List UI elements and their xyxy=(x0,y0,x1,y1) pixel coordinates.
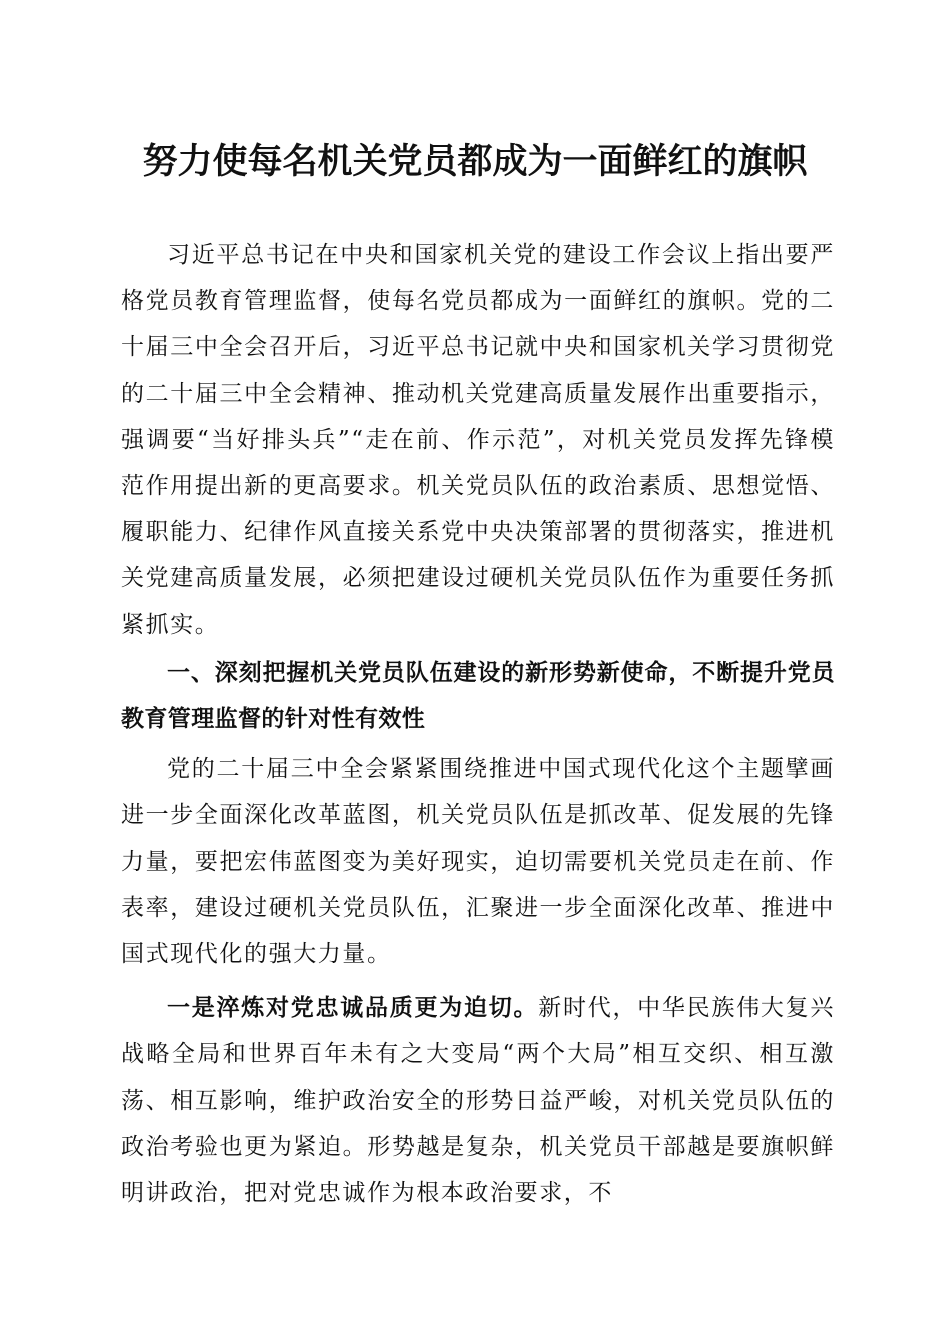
point-lead-text: 一是淬炼对党忠诚品质更为迫切。 xyxy=(167,994,539,1022)
document-title: 努力使每名机关党员都成为一面鲜红的旗帜 xyxy=(142,141,808,182)
section-heading-1: 一、深刻把握机关党员队伍建设的新形势新使命，不断提升党员教育管理监督的针对性有效性 xyxy=(121,658,835,733)
paragraph-intro: 习近平总书记在中央和国家机关党的建设工作会议上指出要严格党员教育管理监督，使每名党员都成为一面鲜红的旗帜。党的二十届三中全会召开后，习近平总书记就中央和国家机关学习贯彻党的二十届三中全会精神、推动机关党建高质量发展作出重要指示，强调要“当好排头兵”“走在前、作示范”，对机关党员发挥先锋模范作用提出新的更高要求。机关党员队伍的政治素质、思想觉悟、履职能力、纪律作风直接关系党中央决策部署的贯彻落实，推进机关党建高质量发展，必须把建设过硬机关党员队伍作为重要任务抓紧抓实。 xyxy=(121,242,835,638)
document-body xyxy=(121,232,835,1216)
paragraph-section-1: 党的二十届三中全会紧紧围绕推进中国式现代化这个主题擘画进一步全面深化改革蓝图，机关党员队伍是抓改革、促发展的先锋力量，要把宏伟蓝图变为美好现实，迫切需要机关党员走在前、作表率，建设过硬机关党员队伍，汇聚进一步全面深化改革、推进中国式现代化的强大力量。 xyxy=(121,756,835,968)
point-body-text: 新时代，中华民族伟大复兴战略全局和世界百年未有之大变局“两个大局”相互交织、相互激荡、相互影响，维护政治安全的形势日益严峻，对机关党员队伍的政治考验也更为紧迫。形势越是复杂，机关党员干部越是要旗帜鲜明讲政治，把对党忠诚作为根本政治要求，不 xyxy=(121,995,836,1207)
paragraph-point-1 xyxy=(121,985,835,1216)
